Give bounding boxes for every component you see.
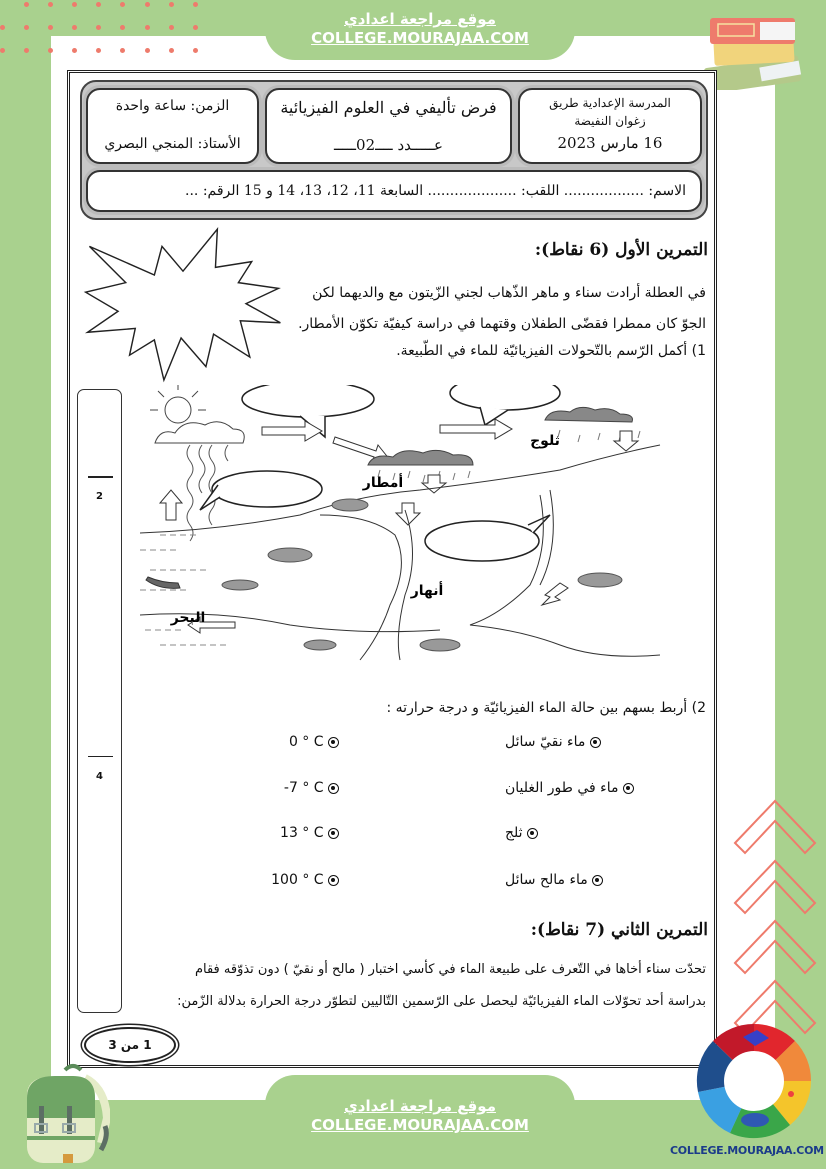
exercise2-line1: تحدّت سناء أخاها في التّعرف على طبيعة الماء في كأسي اختبار ( مالح أو نقيّ ) دون تذوّقه فقام (194, 962, 706, 977)
exercise1-question2: 2) أربط بسهم بين حالة الماء الفيزيائيّة و درجة حرارته : (386, 700, 706, 716)
starburst-shape (78, 224, 288, 389)
score-line-2 (88, 756, 113, 757)
page-indicator: 1 من 3 (84, 1027, 176, 1063)
temperature-label: 100 ° C (271, 872, 324, 888)
site-url[interactable]: COLLEGE.MOURAJAA.COM (311, 1116, 529, 1134)
school-name: المدرسة الإعدادية طريق (549, 96, 671, 110)
exam-title-box (265, 88, 512, 164)
score-mark-2: 4 (96, 771, 103, 782)
water-cycle-diagram (140, 385, 670, 665)
connector-dot-icon[interactable] (328, 737, 339, 748)
connector-dot-icon[interactable] (590, 737, 601, 748)
connector-dot-icon[interactable] (328, 783, 339, 794)
exercise1-title: التمرين الأول (6 نقاط): (534, 240, 708, 260)
state-item-2[interactable] (505, 780, 634, 796)
state-item-1[interactable] (505, 734, 601, 750)
score-column (77, 389, 122, 1013)
sun-icon (150, 385, 206, 429)
site-name-arabic[interactable]: موقع مراجعة اعدادي (344, 10, 496, 28)
connector-dot-icon[interactable] (328, 875, 339, 886)
connector-dot-icon[interactable] (527, 828, 538, 839)
site-url[interactable]: COLLEGE.MOURAJAA.COM (311, 29, 529, 47)
site-banner-top[interactable] (265, 0, 575, 60)
logo-caption[interactable]: COLLEGE.MOURAJAA.COM (670, 1144, 824, 1157)
svg-text:البحر: البحر (170, 610, 206, 626)
exercise1-intro-line1: في العطلة أرادت سناء و ماهر الذّهاب لجني الزّيتون مع والديهما لكن (312, 285, 706, 301)
school-logo-wheel-icon[interactable] (695, 1022, 813, 1140)
state-item-3[interactable] (505, 825, 538, 841)
exercise1-intro-line2: الجوّ كان ممطرا فقضّى الطفلان وقتهما في دراسة كيفيّة تكوّن الأمطار. (298, 316, 706, 332)
site-name-arabic[interactable]: موقع مراجعة اعدادي (344, 1097, 496, 1115)
state-label: ماء مالح سائل (505, 872, 588, 888)
exercise2-line2: بدراسة أحد تحوّلات الماء الفيزيائيّة ليحصل على الرّسمين التّاليين لتطوّر درجة الحرارة بدلالة الزّمن: (177, 994, 706, 1009)
score-mark-1: 2 (96, 491, 103, 502)
temperature-label: 0 ° C (288, 734, 324, 750)
svg-text:أنهار: أنهار (410, 583, 444, 599)
svg-text:أمطار: أمطار (362, 475, 404, 491)
temperature-label: 13 ° C (280, 825, 324, 841)
school-location: زغوان النفيضة (574, 114, 646, 128)
connector-dot-icon[interactable] (623, 783, 634, 794)
temp-item-3[interactable] (280, 825, 339, 841)
site-banner-bottom[interactable] (265, 1075, 575, 1169)
temperature-label: -7 ° C (283, 780, 324, 796)
decorative-dots (0, 0, 200, 55)
state-item-4[interactable] (505, 872, 603, 888)
connector-dot-icon[interactable] (328, 828, 339, 839)
state-label: ماء في طور الغليان (505, 780, 619, 796)
exercise2-title: التمرين الثاني (7 نقاط): (530, 920, 708, 940)
temp-item-4[interactable] (271, 872, 339, 888)
temp-item-1[interactable] (289, 734, 339, 750)
school-info-box (518, 88, 702, 164)
exam-duration: الزمن: ساعة واحدة (115, 98, 230, 114)
state-label: ماء نقيّ سائل (505, 734, 586, 750)
connector-dot-icon[interactable] (592, 875, 603, 886)
score-line-1 (88, 476, 113, 478)
exam-number: عـــــدد ــــ02ـــــ (334, 136, 443, 154)
exercise1-question1: 1) أكمل الرّسم بالتّحولات الفيزيائيّة للماء في الطّبيعة. (396, 343, 706, 359)
backpack-icon (15, 1058, 110, 1168)
exam-title: فرض تأليفي في العلوم الفيزيائية (280, 98, 497, 117)
teacher-name: الأستاذ: المنجي البصري (104, 136, 241, 152)
student-info-box (86, 170, 702, 212)
student-info-line[interactable]: الاسم: .................. اللقب: .................... السابعة 11، 12، 13، 14 و 15 الرقم: ... (185, 183, 686, 199)
temp-item-2[interactable] (284, 780, 339, 796)
chevron-up-icon (733, 793, 823, 1043)
exam-info-box (86, 88, 259, 164)
exam-date: 16 مارس 2023 (557, 134, 663, 152)
svg-text:ثلوج: ثلوج (530, 433, 560, 449)
frame-left (0, 0, 51, 1169)
state-label: ثلج (505, 825, 523, 841)
